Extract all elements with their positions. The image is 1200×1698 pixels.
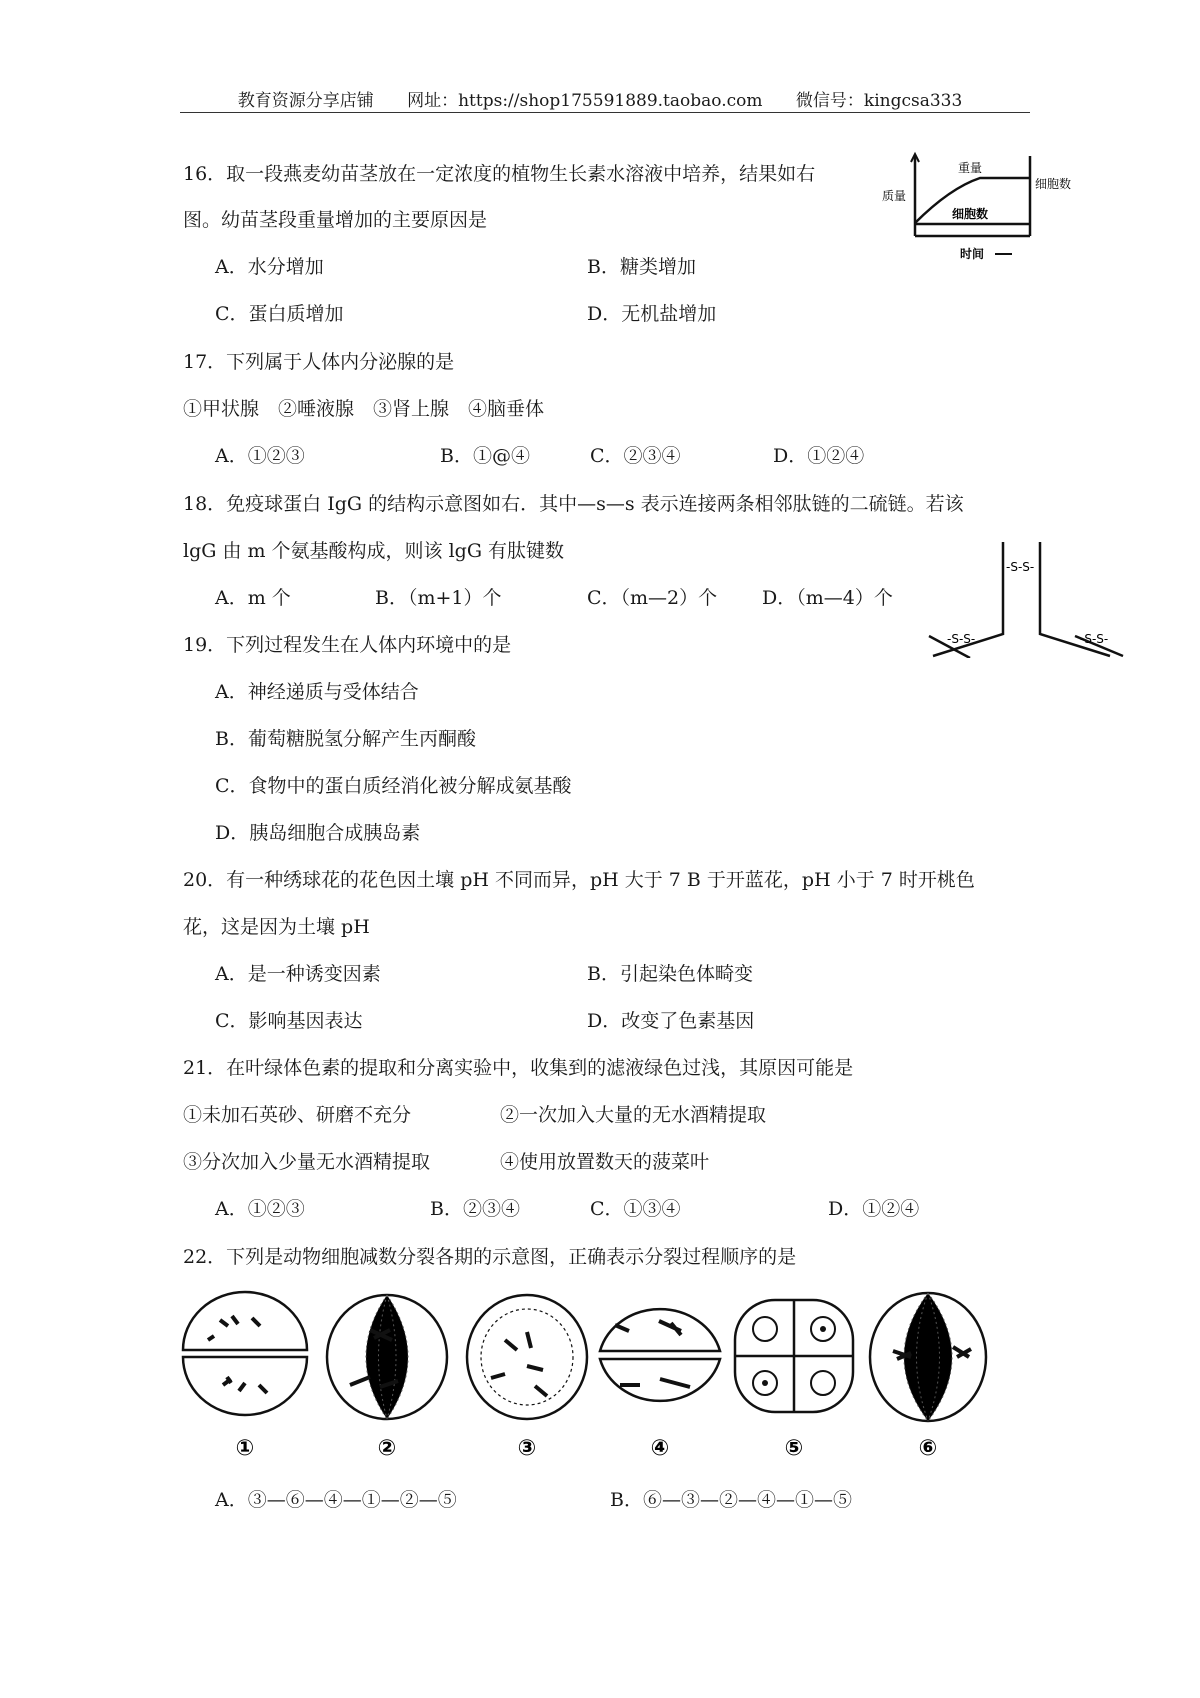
header-url: 网址：https://shop175591889.taobao.com: [407, 91, 763, 111]
q16-option-b: B．糖类增加: [587, 256, 696, 278]
q18-stem-line1: 18．免疫球蛋白 IgG 的结构示意图如右．其中—s—s 表示连接两条相邻肽链的二硫链。若该: [183, 493, 964, 515]
q18-igg-figure: [925, 538, 1135, 658]
q22-stem: 22．下列是动物细胞减数分裂各期的示意图，正确表示分裂过程顺序的是: [183, 1246, 797, 1268]
page-header: [0, 86, 1200, 111]
q21-option-c: C．①③④: [590, 1198, 681, 1220]
q21-item-2: ②一次加入大量的无水酒精提取: [500, 1104, 767, 1126]
q21-option-a: A．①②③: [215, 1198, 305, 1220]
q16-option-d: D．无机盐增加: [587, 303, 717, 325]
q18-option-d: D．（m—4）个: [762, 587, 893, 609]
q18-stem-line2: lgG 由 m 个氨基酸构成，则该 lgG 有肽键数: [183, 540, 565, 562]
q21-stem: 21．在叶绿体色素的提取和分离实验中，收集到的滤液绿色过浅，其原因可能是: [183, 1057, 854, 1079]
q22-cell-2: [327, 1295, 447, 1419]
q16-option-a: A．水分增加: [215, 256, 324, 278]
q20-option-b: B．引起染色体畸变: [587, 963, 753, 985]
q16-y-right-label: 细胞数: [1035, 177, 1072, 191]
q20-stem-line1: 20．有一种绣球花的花色因土壤 pH 不同而异，pH 大于 7 B 于开蓝花，pH 小于 7 时开桃色: [183, 869, 975, 891]
q21-item-4: ④使用放置数天的菠菜叶: [500, 1151, 710, 1173]
q16-stem-line2: 图。幼苗茎段重量增加的主要原因是: [183, 209, 488, 231]
q22-label-1: ①: [235, 1436, 255, 1461]
header-rule: [180, 112, 1030, 113]
q16-option-c: C．蛋白质增加: [215, 303, 344, 325]
q16-curve1-label: 重量: [958, 161, 983, 175]
q16-curve2-label: 细胞数: [952, 207, 989, 221]
q21-item-1: ①未加石英砂、研磨不充分: [183, 1104, 412, 1126]
q22-label-5: ⑤: [784, 1436, 804, 1461]
q17-option-d: D．①②④: [773, 445, 865, 467]
q22-label-2: ②: [377, 1436, 397, 1461]
q17-option-b: B．①@④: [440, 445, 530, 467]
q20-option-d: D．改变了色素基因: [587, 1010, 755, 1032]
q22-cell-1: [183, 1292, 307, 1415]
q17-items: ①甲状腺 ②唾液腺 ③肾上腺 ④脑垂体: [183, 398, 545, 420]
q20-option-a: A．是一种诱变因素: [215, 963, 381, 985]
q16-x-label: 时间: [960, 247, 985, 261]
q16-y-left-label: 质量: [882, 189, 907, 203]
q21-option-b: B．②③④: [430, 1198, 520, 1220]
q22-meiosis-figure: [175, 1285, 1025, 1470]
q18-option-b: B．（m+1）个: [375, 587, 502, 609]
q22-cell-4: [600, 1309, 720, 1401]
q19-option-d: D．胰岛细胞合成胰岛素: [215, 822, 421, 844]
q16-stem-line1: 16．取一段燕麦幼苗茎放在一定浓度的植物生长素水溶液中培养，结果如右: [183, 163, 816, 185]
q19-option-b: B．葡萄糖脱氢分解产生丙酮酸: [215, 728, 476, 750]
q18-option-c: C．（m—2）个: [587, 587, 718, 609]
q18-option-a: A．m 个: [215, 587, 291, 609]
q19-stem: 19．下列过程发生在人体内环境中的是: [183, 634, 512, 656]
q21-item-3: ③分次加入少量无水酒精提取: [183, 1151, 431, 1173]
q22-option-a: A．③—⑥—④—①—②—⑤: [215, 1489, 457, 1511]
q22-label-6: ⑥: [918, 1436, 938, 1461]
q19-option-c: C．食物中的蛋白质经消化被分解成氨基酸: [215, 775, 572, 797]
q22-cell-3: [467, 1295, 587, 1419]
q20-option-c: C．影响基因表达: [215, 1010, 363, 1032]
q18-ss-top: -S-S-: [1006, 560, 1035, 574]
q18-ss-left: -S-S-: [947, 632, 976, 646]
q17-stem: 17．下列属于人体内分泌腺的是: [183, 351, 455, 373]
header-shop: 教育资源分享店铺: [237, 91, 374, 111]
q22-cell-5: [735, 1300, 853, 1412]
q21-option-d: D．①②④: [828, 1198, 920, 1220]
q22-option-b: B．⑥—③—②—④—①—⑤: [610, 1489, 852, 1511]
q17-option-c: C．②③④: [590, 445, 681, 467]
q20-stem-line2: 花，这是因为土壤 pH: [183, 916, 370, 938]
q18-ss-right: -S-S-: [1080, 632, 1109, 646]
q16-growth-figure: [880, 148, 1080, 266]
q22-cell-6: [870, 1293, 986, 1421]
q22-label-3: ③: [517, 1436, 537, 1461]
header-wechat: 微信号：kingcsa333: [795, 91, 963, 111]
q22-label-4: ④: [650, 1436, 670, 1461]
q19-option-a: A．神经递质与受体结合: [215, 681, 419, 703]
q17-option-a: A．①②③: [215, 445, 305, 467]
